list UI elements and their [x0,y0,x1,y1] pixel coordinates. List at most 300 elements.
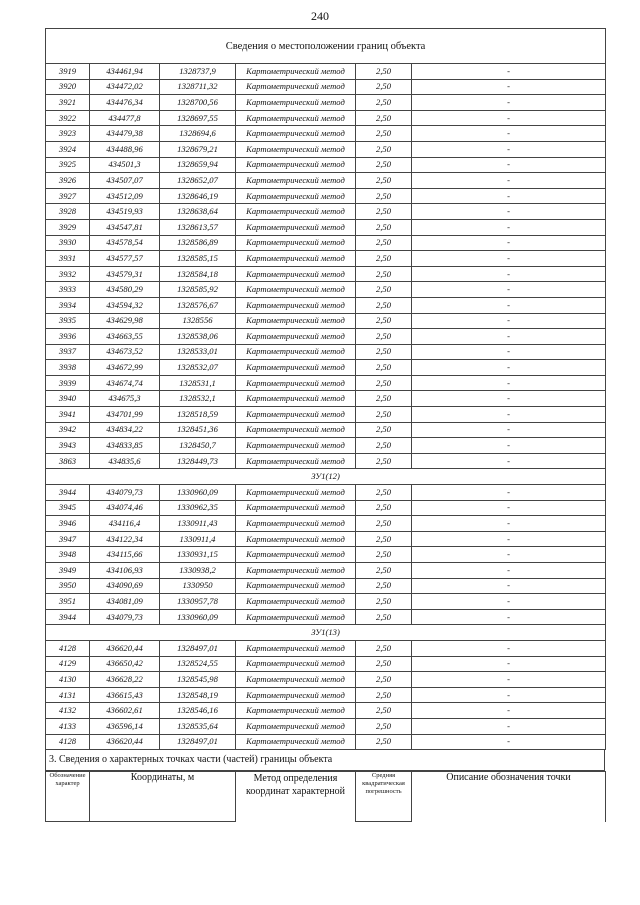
description-cell: - [412,453,606,469]
point-number-cell: 3933 [46,282,90,298]
method-cell: Картометрический метод [236,734,356,750]
accuracy-cell: 2,50 [356,141,412,157]
accuracy-cell: 2,50 [356,718,412,734]
description-cell: - [412,235,606,251]
description-cell: - [412,656,606,672]
table-row [46,547,606,563]
accuracy-cell: 2,50 [356,173,412,189]
point-number-cell: 3938 [46,360,90,376]
table-row [46,297,606,313]
parts-table-header [45,771,606,822]
y-coordinate-cell: 1328659,94 [160,157,236,173]
point-number-cell: 3939 [46,375,90,391]
accuracy-cell: 2,50 [356,438,412,454]
method-cell: Картометрический метод [236,640,356,656]
y-coordinate-cell: 1330962,35 [160,500,236,516]
accuracy-cell: 2,50 [356,313,412,329]
point-number-cell: 3934 [46,297,90,313]
point-number-cell: 4133 [46,718,90,734]
x-coordinate-cell: 436615,43 [90,687,160,703]
description-cell: - [412,640,606,656]
x-coordinate-cell: 434477,8 [90,110,160,126]
point-number-cell: 3929 [46,219,90,235]
description-cell: - [412,126,606,142]
point-number-cell: 4128 [46,734,90,750]
method-cell: Картометрический метод [236,251,356,267]
y-coordinate-cell: 1330911,4 [160,531,236,547]
method-cell: Картометрический метод [236,141,356,157]
description-cell: - [412,219,606,235]
coordinates-header: Координаты, м [90,772,236,822]
accuracy-cell: 2,50 [356,547,412,563]
table-row [46,453,606,469]
y-coordinate-cell: 1328546,16 [160,703,236,719]
description-cell: - [412,594,606,610]
accuracy-cell: 2,50 [356,734,412,750]
point-number-cell: 3944 [46,609,90,625]
point-number-cell: 3943 [46,438,90,454]
accuracy-cell: 2,50 [356,344,412,360]
accuracy-cell: 2,50 [356,407,412,423]
table-row [46,282,606,298]
method-cell: Картометрический метод [236,219,356,235]
point-number-cell: 3941 [46,407,90,423]
description-cell: - [412,64,606,80]
description-cell: - [412,375,606,391]
y-coordinate-cell: 1328531,1 [160,375,236,391]
accuracy-cell: 2,50 [356,687,412,703]
x-coordinate-cell: 436620,44 [90,734,160,750]
method-cell: Картометрический метод [236,282,356,298]
y-coordinate-cell: 1328545,98 [160,672,236,688]
x-coordinate-cell: 434507,07 [90,173,160,189]
point-number-cell: 3926 [46,173,90,189]
table-row [46,79,606,95]
y-coordinate-cell: 1328518,59 [160,407,236,423]
accuracy-cell: 2,50 [356,485,412,501]
accuracy-header: Средняя квадратическая погрешность [356,772,412,822]
description-cell: - [412,547,606,563]
table-row [46,594,606,610]
table-row [46,422,606,438]
method-cell: Картометрический метод [236,188,356,204]
accuracy-cell: 2,50 [356,609,412,625]
x-coordinate-cell: 434675,3 [90,391,160,407]
x-coordinate-cell: 434472,02 [90,79,160,95]
method-cell: Картометрический метод [236,718,356,734]
y-coordinate-cell: 1330957,78 [160,594,236,610]
accuracy-cell: 2,50 [356,422,412,438]
method-cell: Картометрический метод [236,360,356,376]
y-coordinate-cell: 1328450,7 [160,438,236,454]
table-row [46,329,606,345]
point-number-cell: 3931 [46,251,90,267]
point-number-cell: 3863 [46,453,90,469]
x-coordinate-cell: 434629,98 [90,313,160,329]
method-cell: Картометрический метод [236,344,356,360]
y-coordinate-cell: 1328584,18 [160,266,236,282]
accuracy-cell: 2,50 [356,640,412,656]
point-number-cell: 3951 [46,594,90,610]
x-coordinate-cell: 434834,22 [90,422,160,438]
accuracy-cell: 2,50 [356,188,412,204]
accuracy-cell: 2,50 [356,235,412,251]
x-coordinate-cell: 434461,94 [90,64,160,80]
accuracy-cell: 2,50 [356,594,412,610]
table-row [46,235,606,251]
description-cell: - [412,438,606,454]
x-coordinate-cell: 434663,55 [90,329,160,345]
x-coordinate-cell: 434673,52 [90,344,160,360]
accuracy-cell: 2,50 [356,516,412,532]
x-coordinate-cell: 434547,81 [90,219,160,235]
x-coordinate-cell: 434074,46 [90,500,160,516]
table-row [46,438,606,454]
point-number-cell: 3942 [46,422,90,438]
y-coordinate-cell: 1328497,01 [160,640,236,656]
y-coordinate-cell: 1328535,64 [160,718,236,734]
point-number-cell: 4131 [46,687,90,703]
method-cell: Картометрический метод [236,453,356,469]
point-number-cell: 3923 [46,126,90,142]
table-row [46,344,606,360]
description-cell: - [412,329,606,345]
accuracy-cell: 2,50 [356,266,412,282]
y-coordinate-cell: 1328532,1 [160,391,236,407]
description-cell: - [412,734,606,750]
section-row [46,469,606,485]
description-cell: - [412,391,606,407]
point-number-cell: 3930 [46,235,90,251]
y-coordinate-cell: 1328451,36 [160,422,236,438]
table-row [46,391,606,407]
y-coordinate-cell: 1328646,19 [160,188,236,204]
description-cell: - [412,344,606,360]
accuracy-cell: 2,50 [356,251,412,267]
method-cell: Картометрический метод [236,578,356,594]
method-cell: Картометрический метод [236,375,356,391]
method-cell: Картометрический метод [236,547,356,563]
method-cell: Картометрический метод [236,609,356,625]
y-coordinate-cell: 1328737,9 [160,64,236,80]
method-cell: Картометрический метод [236,563,356,579]
method-cell: Картометрический метод [236,110,356,126]
method-cell: Картометрический метод [236,313,356,329]
description-cell: - [412,251,606,267]
table-row [46,734,606,750]
table-row [46,157,606,173]
point-number-cell: 4128 [46,640,90,656]
accuracy-cell: 2,50 [356,79,412,95]
x-coordinate-cell: 434578,54 [90,235,160,251]
section-label: ЗУ1(13) [46,625,606,641]
table-row [46,531,606,547]
description-cell: - [412,563,606,579]
point-number-cell: 3950 [46,578,90,594]
document-frame [45,28,605,822]
x-coordinate-cell: 434577,57 [90,251,160,267]
table-row [46,640,606,656]
description-cell: - [412,485,606,501]
accuracy-cell: 2,50 [356,656,412,672]
description-cell: - [412,95,606,111]
x-coordinate-cell: 434833,85 [90,438,160,454]
table-row [46,407,606,423]
point-number-cell: 3924 [46,141,90,157]
point-number-cell: 3921 [46,95,90,111]
y-coordinate-cell: 1328613,57 [160,219,236,235]
point-number-cell: 4132 [46,703,90,719]
description-cell: - [412,204,606,220]
method-cell: Картометрический метод [236,266,356,282]
table-row [46,173,606,189]
table-row [46,64,606,80]
description-cell: - [412,282,606,298]
point-number-cell: 3936 [46,329,90,345]
description-cell: - [412,173,606,189]
x-coordinate-cell: 434115,66 [90,547,160,563]
table-header-row [46,29,606,64]
description-cell: - [412,110,606,126]
y-coordinate-cell: 1328697,55 [160,110,236,126]
parts-section-title: 3. Сведения о характерных точках части (частей) границы объекта [45,750,605,771]
section-label: ЗУ1(12) [46,469,606,485]
point-number-cell: 3944 [46,485,90,501]
y-coordinate-cell: 1328524,55 [160,656,236,672]
accuracy-cell: 2,50 [356,672,412,688]
y-coordinate-cell: 1328700,56 [160,95,236,111]
point-number-cell: 3919 [46,64,90,80]
accuracy-cell: 2,50 [356,703,412,719]
table-row [46,313,606,329]
method-cell: Картометрический метод [236,422,356,438]
accuracy-cell: 2,50 [356,453,412,469]
boundary-table [45,28,606,750]
accuracy-cell: 2,50 [356,329,412,345]
method-cell: Картометрический метод [236,297,356,313]
table-row [46,266,606,282]
method-cell: Картометрический метод [236,126,356,142]
y-coordinate-cell: 1330950 [160,578,236,594]
description-cell: - [412,297,606,313]
method-cell: Картометрический метод [236,656,356,672]
point-number-cell: 3935 [46,313,90,329]
x-coordinate-cell: 436620,44 [90,640,160,656]
designation-header: Обозначение характер [46,772,90,822]
x-coordinate-cell: 434090,69 [90,578,160,594]
y-coordinate-cell: 1330938,2 [160,563,236,579]
accuracy-cell: 2,50 [356,297,412,313]
point-number-cell: 3945 [46,500,90,516]
x-coordinate-cell: 434479,38 [90,126,160,142]
point-number-cell: 3949 [46,563,90,579]
table-row [46,656,606,672]
table-title: Сведения о местоположении границ объекта [46,29,606,64]
description-cell: - [412,609,606,625]
accuracy-cell: 2,50 [356,282,412,298]
x-coordinate-cell: 436628,22 [90,672,160,688]
x-coordinate-cell: 434501,3 [90,157,160,173]
accuracy-cell: 2,50 [356,95,412,111]
y-coordinate-cell: 1328532,07 [160,360,236,376]
y-coordinate-cell: 1328711,32 [160,79,236,95]
description-cell: - [412,79,606,95]
description-cell: - [412,407,606,423]
x-coordinate-cell: 436596,14 [90,718,160,734]
table-row [46,126,606,142]
method-cell: Картометрический метод [236,95,356,111]
y-coordinate-cell: 1328679,21 [160,141,236,157]
table-row [46,563,606,579]
method-header: Метод определения координат характерной [236,772,356,822]
x-coordinate-cell: 436602,61 [90,703,160,719]
description-cell: - [412,578,606,594]
x-coordinate-cell: 434672,99 [90,360,160,376]
table-row [46,672,606,688]
accuracy-cell: 2,50 [356,375,412,391]
x-coordinate-cell: 434122,34 [90,531,160,547]
method-cell: Картометрический метод [236,687,356,703]
method-cell: Картометрический метод [236,672,356,688]
table-row [46,500,606,516]
y-coordinate-cell: 1328497,01 [160,734,236,750]
description-cell: - [412,531,606,547]
description-cell: - [412,157,606,173]
description-cell: - [412,687,606,703]
x-coordinate-cell: 434079,73 [90,485,160,501]
y-coordinate-cell: 1328533,01 [160,344,236,360]
description-header: Описание обозначения точки [412,772,606,822]
table-row [46,718,606,734]
description-cell: - [412,703,606,719]
page-number: 240 [311,9,329,23]
table-row [46,609,606,625]
point-number-cell: 3927 [46,188,90,204]
point-number-cell: 3922 [46,110,90,126]
method-cell: Картометрический метод [236,531,356,547]
accuracy-cell: 2,50 [356,204,412,220]
method-cell: Картометрический метод [236,391,356,407]
method-cell: Картометрический метод [236,500,356,516]
method-cell: Картометрический метод [236,173,356,189]
y-coordinate-cell: 1328576,67 [160,297,236,313]
accuracy-cell: 2,50 [356,360,412,376]
x-coordinate-cell: 434701,99 [90,407,160,423]
accuracy-cell: 2,50 [356,500,412,516]
table-row [46,375,606,391]
point-number-cell: 4129 [46,656,90,672]
y-coordinate-cell: 1328556 [160,313,236,329]
y-coordinate-cell: 1328652,07 [160,173,236,189]
table-row [46,204,606,220]
method-cell: Картометрический метод [236,329,356,345]
x-coordinate-cell: 434081,09 [90,594,160,610]
x-coordinate-cell: 434488,96 [90,141,160,157]
description-cell: - [412,188,606,204]
description-cell: - [412,141,606,157]
accuracy-cell: 2,50 [356,531,412,547]
method-cell: Картометрический метод [236,235,356,251]
method-cell: Картометрический метод [236,438,356,454]
table-row [46,219,606,235]
description-cell: - [412,718,606,734]
y-coordinate-cell: 1330960,09 [160,609,236,625]
y-coordinate-cell: 1328538,06 [160,329,236,345]
method-cell: Картометрический метод [236,79,356,95]
section-row [46,625,606,641]
x-coordinate-cell: 434106,93 [90,563,160,579]
table-row [46,251,606,267]
accuracy-cell: 2,50 [356,110,412,126]
point-number-cell: 3947 [46,531,90,547]
point-number-cell: 3928 [46,204,90,220]
point-number-cell: 3937 [46,344,90,360]
description-cell: - [412,672,606,688]
accuracy-cell: 2,50 [356,578,412,594]
accuracy-cell: 2,50 [356,157,412,173]
table-row [46,703,606,719]
y-coordinate-cell: 1330931,15 [160,547,236,563]
y-coordinate-cell: 1330911,43 [160,516,236,532]
method-cell: Картометрический метод [236,157,356,173]
x-coordinate-cell: 436650,42 [90,656,160,672]
point-number-cell: 3920 [46,79,90,95]
table-row [46,95,606,111]
x-coordinate-cell: 434079,73 [90,609,160,625]
table-row [46,516,606,532]
point-number-cell: 3925 [46,157,90,173]
y-coordinate-cell: 1328638,64 [160,204,236,220]
x-coordinate-cell: 434476,34 [90,95,160,111]
description-cell: - [412,500,606,516]
x-coordinate-cell: 434674,74 [90,375,160,391]
table-row [46,141,606,157]
description-cell: - [412,313,606,329]
table-row [46,687,606,703]
method-cell: Картометрический метод [236,64,356,80]
description-cell: - [412,360,606,376]
table-row [46,110,606,126]
description-cell: - [412,266,606,282]
point-number-cell: 3932 [46,266,90,282]
method-cell: Картометрический метод [236,516,356,532]
accuracy-cell: 2,50 [356,563,412,579]
y-coordinate-cell: 1328585,15 [160,251,236,267]
x-coordinate-cell: 434580,29 [90,282,160,298]
y-coordinate-cell: 1330960,09 [160,485,236,501]
method-cell: Картометрический метод [236,407,356,423]
table-row [46,485,606,501]
table-row [46,360,606,376]
accuracy-cell: 2,50 [356,219,412,235]
x-coordinate-cell: 434835,6 [90,453,160,469]
table-row [46,188,606,204]
point-number-cell: 3948 [46,547,90,563]
x-coordinate-cell: 434594,32 [90,297,160,313]
x-coordinate-cell: 434512,09 [90,188,160,204]
method-cell: Картометрический метод [236,703,356,719]
point-number-cell: 3940 [46,391,90,407]
x-coordinate-cell: 434579,31 [90,266,160,282]
point-number-cell: 3946 [46,516,90,532]
method-cell: Картометрический метод [236,594,356,610]
y-coordinate-cell: 1328585,92 [160,282,236,298]
y-coordinate-cell: 1328548,19 [160,687,236,703]
table-row [46,578,606,594]
x-coordinate-cell: 434519,93 [90,204,160,220]
y-coordinate-cell: 1328694,6 [160,126,236,142]
accuracy-cell: 2,50 [356,391,412,407]
